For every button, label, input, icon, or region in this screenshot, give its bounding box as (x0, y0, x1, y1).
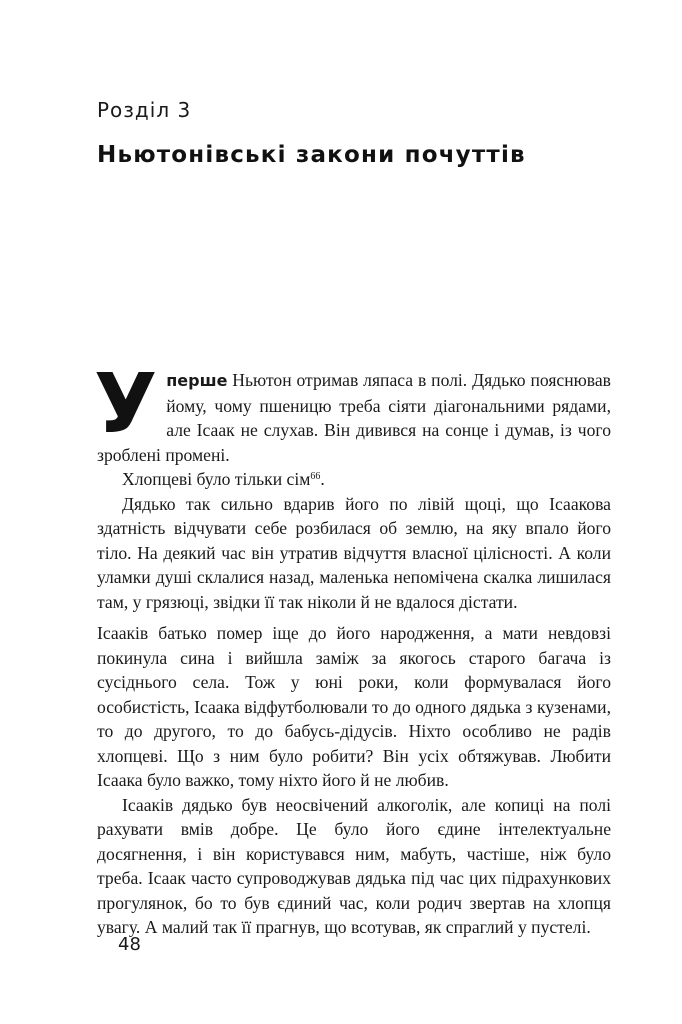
footnote-ref[interactable]: 66 (310, 471, 321, 482)
paragraph-1-text: Ньютон отримав ляпаса в полі. Дядько пояснював йому, чому пшеницю треба сіяти діагональними рядами, але Ісаак не слухав. Він дивився на сонце і думав, із чого зроблені промені. (97, 370, 611, 465)
drop-cap: У (94, 357, 158, 452)
lead-word: перше (166, 371, 228, 390)
paragraph-2-end: . (320, 469, 325, 489)
paragraph-1 (94, 357, 611, 467)
section-1-text (94, 357, 611, 614)
chapter-title: Ньютонівські закони почуттів (97, 142, 526, 168)
paragraph-2 (97, 467, 611, 492)
chapter-label: Розділ 3 (97, 98, 192, 122)
paragraph-3: Дядько так сильно вдарив його по лівій щоці, що Ісаакова здатність відчувати себе розбилася об землю, на яку впало його тіло. На деякий час він утратив відчуття власної цілісності. А коли уламки душі склалися назад, маленька непомічена скалка лишилася там, у грязюці, звідки її так ніколи й не вдалося дістати. (97, 493, 611, 612)
paragraph-2-text: Хлопцеві було тільки сім (122, 469, 311, 489)
page-number: 48 (118, 934, 141, 955)
paragraph-5: Ісааків дядько був неосвічений алкоголік, але копиці на полі рахувати вмів добре. Це було його єдине інтелектуальне досягнення, і він користувався ним, мабуть, частіше, ніж було треба. Ісаак часто супроводжував дядька під час цих підрахункових прогулянок, бо то був єдиний час, коли родич звертав на хлопця увагу. А малий так її прагнув, що всотував, як спраглий у пустелі. (97, 794, 611, 937)
section-2-text (97, 621, 611, 940)
paragraph-4: Ісааків батько помер іще до його народження, а мати невдовзі покинула сина і вийшла заміж за якогось старого багача із сусіднього села. Тож у юні роки, коли формувалася його особистість, Ісаака відфутболювали то до одного дядька з кузенами, то до другого, то до бабусь-дідусів. Ніхто особливо не радів хлопцеві. Що з ним було робити? Він усіх обтяжував. Любити Ісаака було важко, тому ніхто його й не любив. (97, 623, 611, 790)
